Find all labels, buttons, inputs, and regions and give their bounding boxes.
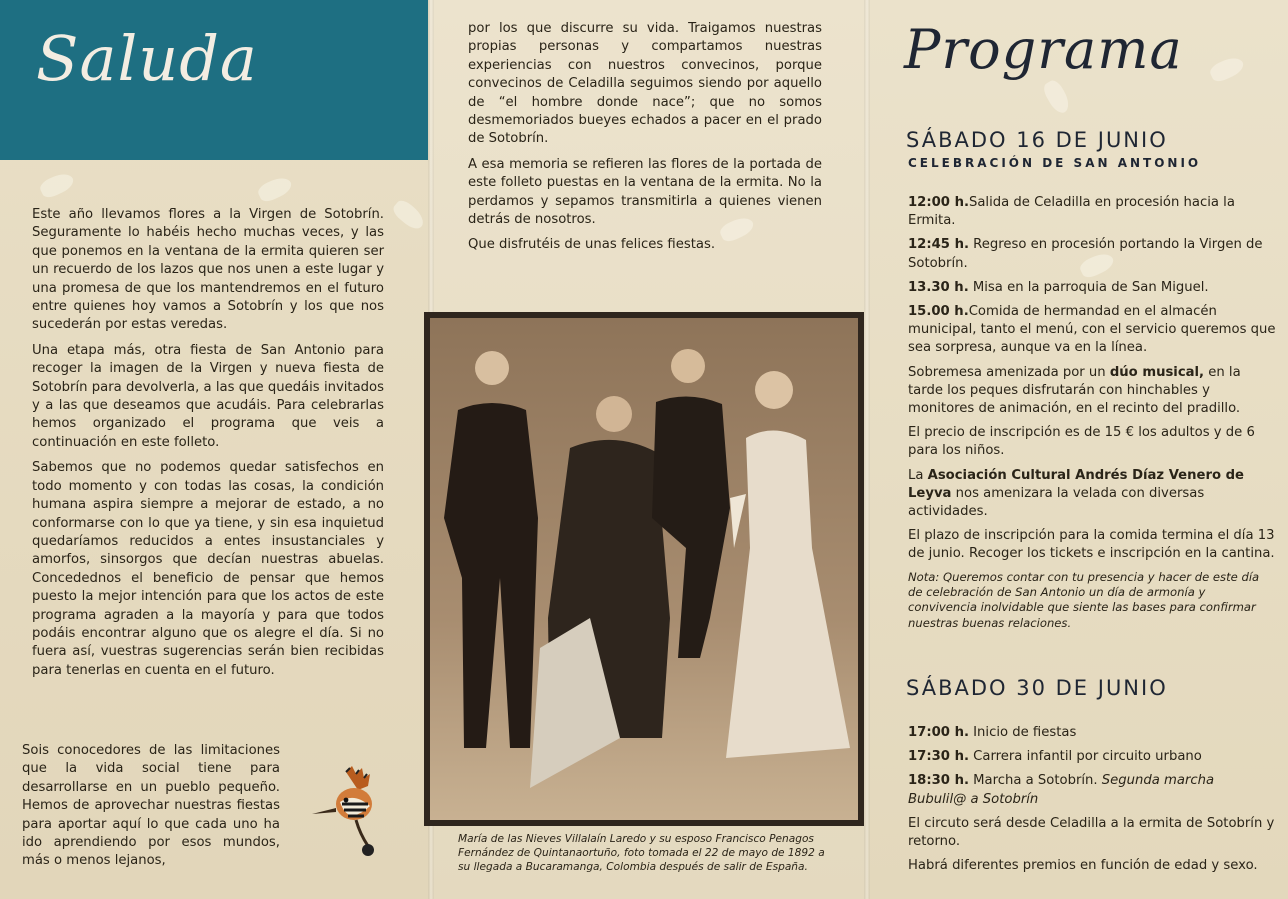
paragraph: por los que discurre su vida. Traigamos nuestras propias personas y compartamos nuestras experiencias con nuestros convecinos, porque convecinos de Celadilla seguimos siendo por aquello de “el hombre donde nace”; que no somos desmemoriados bueyes echados a pacer en el prado de Sotobrín. (468, 21, 822, 147)
item-time: 12:45 h. (908, 237, 969, 253)
price-text: El precio de inscripción es de 15 € los adultos y de 6 para los niños. (908, 425, 1255, 459)
item-text: Inicio de fiestas (968, 725, 1077, 740)
paragraph: Que disfrutéis de unas felices fiestas. (468, 237, 716, 253)
photo-caption: María de las Nieves Villalaín Laredo y su esposo Francisco Penagos Fernández de Quintanaortuño, foto tomada el 22 de mayo de 1892 a su llegada a Bucaramanga, Colombia después de salir de España. (458, 833, 825, 873)
schedule-item (908, 194, 1276, 230)
day2-schedule (908, 724, 1276, 881)
fold-line (864, 0, 870, 899)
schedule-item (908, 303, 1276, 358)
paragraph: Sois conocedores de las limitaciones que la vida social tiene para desarrollarse en un pueblo pequeño. Hemos de aprovechar nuestras fiestas para aportar aquí lo que cada uno ha ido aprendiendo por esos mundos, más o menos lejanos, (22, 743, 280, 869)
day1-subtitle: CELEBRACIÓN DE SAN ANTONIO (908, 156, 1202, 170)
schedule-item (908, 279, 1276, 297)
day1-schedule (908, 194, 1276, 637)
marcha-name: Segunda marcha Bubulil@ a Sotobrín (908, 773, 1215, 807)
hoopoe-bird-icon (306, 764, 382, 860)
paragraph: A esa memoria se refieren las flores de la portada de este folleto puestas en la ventana de la ermita. No la perdamos y sepamos transmitirla a quienes vienen detrás de nosotros. (468, 156, 822, 228)
schedule-item (908, 748, 1276, 766)
paragraph: Una etapa más, otra fiesta de San Antonio para recoger la imagen de la Virgen y nueva fiesta de Sotobrín para devolverla, a las que quedáis invitados y a las que deseamos que acudáis. Para celebrarlas hemos organizado el programa que veis a continuación en este folleto. (32, 342, 384, 450)
saluda-text (32, 206, 384, 687)
item-time: 17:00 h. (908, 725, 969, 740)
item-time: 15.00 h. (908, 304, 969, 320)
item-time: 12:00 h. (908, 195, 969, 210)
programa-title: Programa (904, 18, 1183, 81)
item-text: Marcha a Sotobrín. (968, 773, 1102, 789)
circuit-text: El circuto será desde Celadilla a la ermita de Sotobrín y retorno. (908, 815, 1275, 850)
item-time: 18:30 h. (908, 773, 969, 789)
schedule-item (908, 236, 1276, 272)
association-text: La Asociación Cultural Andrés Díaz Venero de Leyva nos amenizara la velada con diversas actividades. (908, 467, 1245, 520)
sobremesa-text: Sobremesa amenizada por un dúo musical, en la tarde los peques disfrutarán con hinchables y monitores de animación, en el recinto del pradillo. (908, 364, 1241, 417)
prizes-text: Habrá diferentes premios en función de edad y sexo. (908, 858, 1258, 874)
item-text: Comida de hermandad en el almacén municipal, tanto el menú, con el servicio queremos que sea sorpresa, aunque va en la línea. (908, 304, 1276, 356)
historic-family-photo (424, 312, 864, 826)
saluda-continuation (468, 20, 822, 262)
saluda-last-paragraph (22, 742, 280, 878)
item-text: Carrera infantil por circuito urbano (968, 749, 1202, 765)
schedule-item (908, 772, 1276, 808)
paragraph: Sabemos que no podemos quedar satisfechos en todo momento y con todas las cosas, la condición humana aspira siempre a mejorar de estado, a no conformarse con lo que ya tiene, y sin esa inquietud quedaríamos reducidos a entes insustanciales y amorfos, sinsorgos que decían nuestras abuelas. Concedednos el beneficio de pensar que hemos puesto la mejor intención para que los actos de este programa agraden a la mayoría y para que todos podáis encontrar alguno que os alegre el día. Si no fuera así, vuestras sugerencias serán bien recibidas para tenerlas en cuenta en el futuro. (32, 460, 384, 678)
schedule-item (908, 724, 1276, 742)
item-time: 17:30 h. (908, 749, 969, 765)
item-text: Misa en la parroquia de San Miguel. (968, 279, 1209, 295)
item-text: Salida de Celadilla en procesión hacia la Ermita. (908, 195, 1235, 229)
deadline-text: El plazo de inscripción para la comida termina el día 13 de junio. Recoger los tickets e inscripción en la cantina. (908, 528, 1275, 562)
saluda-title: Saluda (36, 22, 258, 95)
item-time: 13.30 h. (908, 279, 969, 295)
paragraph: Este año llevamos flores a la Virgen de Sotobrín. Seguramente lo habéis hecho muchas veces, y las que ponemos en la ventana de la ermita quieren ser un recuerdo de los lazos que nos unen a este lugar y una promesa de que los mantendremos en el futuro entre quienes hoy vamos a Sotobrín y los que nos sucederán por estas veredas. (32, 207, 384, 333)
day1-date: SÁBADO 16 DE JUNIO (906, 128, 1168, 152)
item-text: Regreso en procesión portando la Virgen de Sotobrín. (908, 237, 1263, 271)
day2-date: SÁBADO 30 DE JUNIO (906, 676, 1168, 700)
note-text: Nota: Queremos contar con tu presencia y hacer de este día de celebración de San Antonio un día de armonía y convivencia inolvidable que siente las bases para confirmar nuestras buenas relaciones. (908, 569, 1260, 630)
photo-image (430, 318, 858, 820)
